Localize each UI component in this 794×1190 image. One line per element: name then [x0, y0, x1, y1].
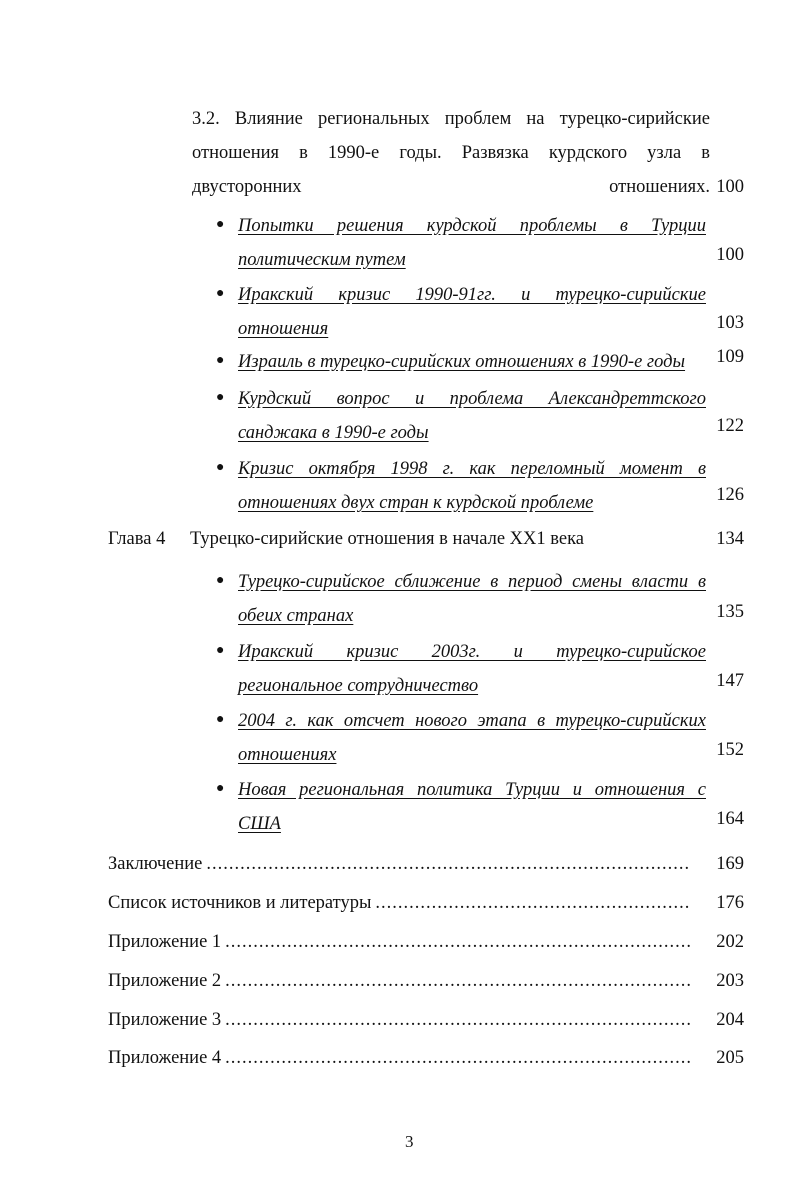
subitem-line-2: обеих странах	[238, 606, 354, 626]
dot-leader	[225, 1046, 690, 1070]
subitem-line-2: отношения	[238, 319, 329, 339]
toc-entry-page: 202	[716, 932, 744, 952]
bullet-icon: ●	[216, 781, 225, 796]
subitem-line-2: политическим путем	[238, 250, 406, 270]
section-3-2-line-2: отношения в 1990-е годы. Развязка курдского узла в	[192, 143, 710, 163]
bullet-icon: ●	[216, 390, 225, 405]
subitem-line-2: отношениях двух стран к курдской проблеме	[238, 493, 594, 513]
subitem-line-1: Попытки решения курдской проблемы в Турции	[238, 216, 706, 236]
toc-entry-appendix-1[interactable]	[108, 930, 690, 954]
bullet-icon: ●	[216, 460, 225, 475]
chapter-4-label: Глава 4	[108, 529, 166, 549]
dot-leader	[225, 969, 690, 993]
subitem-line-1: Иракский кризис 2003г. и турецко-сирийское	[238, 642, 706, 662]
dot-leader	[375, 891, 690, 915]
subitem-line-2: региональное сотрудничество	[238, 676, 479, 696]
subitem-line-2: санджака в 1990-е годы	[238, 423, 429, 443]
subitem-line-1: Израиль в турецко-сирийских отношениях в 1990-е годы	[238, 352, 686, 372]
toc-entry-appendix-2[interactable]	[108, 969, 690, 993]
toc-entry-label: Список источников и литературы	[108, 893, 372, 913]
subitem-page: 164	[716, 809, 744, 829]
bullet-icon: ●	[216, 712, 225, 727]
toc-entry-label: Приложение 1	[108, 932, 222, 952]
subitem-page: 100	[716, 245, 744, 265]
toc-entry-page: 205	[716, 1048, 744, 1068]
toc-entry-label: Приложение 4	[108, 1048, 222, 1068]
section-3-2-page: 100	[716, 177, 744, 197]
subitem-page: 126	[716, 485, 744, 505]
subitem-line-1: Новая региональная политика Турции и отношения с	[238, 780, 706, 800]
section-3-2-line-3: двусторонних отношениях.	[192, 177, 710, 197]
subitem-page: 152	[716, 740, 744, 760]
subitem-line-1: Курдский вопрос и проблема Александреттского	[238, 389, 706, 409]
subitem-line-2: отношениях	[238, 745, 337, 765]
toc-entry-label: Заключение	[108, 854, 203, 874]
bullet-icon: ●	[216, 286, 225, 301]
toc-entry-conclusion[interactable]	[108, 852, 690, 876]
subitem-page: 135	[716, 602, 744, 622]
dot-leader	[225, 930, 690, 954]
bullet-icon: ●	[216, 353, 225, 368]
dot-leader	[225, 1008, 690, 1032]
toc-entry-appendix-3[interactable]	[108, 1008, 690, 1032]
subitem-page: 103	[716, 313, 744, 333]
section-3-2-heading	[192, 102, 710, 204]
toc-entry-sources[interactable]	[108, 891, 690, 915]
bullet-icon: ●	[216, 217, 225, 232]
bullet-icon: ●	[216, 643, 225, 658]
subitem-page: 147	[716, 671, 744, 691]
toc-entry-label: Приложение 2	[108, 971, 222, 991]
subitem-line-1: Турецко-сирийское сближение в период смены власти в	[238, 572, 706, 592]
page-number: 3	[405, 1132, 414, 1151]
toc-entry-page: 176	[716, 893, 744, 913]
toc-entry-page: 203	[716, 971, 744, 991]
subitem-line-1: Иракский кризис 1990-91гг. и турецко-сирийские	[238, 285, 706, 305]
toc-entry-page: 169	[716, 854, 744, 874]
toc-entry-page: 204	[716, 1010, 744, 1030]
subitem-line-1: Кризис октября 1998 г. как переломный момент в	[238, 459, 706, 479]
chapter-4-page: 134	[716, 529, 744, 549]
subitem-page: 109	[716, 347, 744, 367]
bullet-icon: ●	[216, 573, 225, 588]
subitem-line-2: США	[238, 814, 281, 834]
subitem-page: 122	[716, 416, 744, 436]
subitem-line-1: 2004 г. как отсчет нового этапа в турецко-сирийских	[238, 711, 706, 731]
toc-entry-appendix-4[interactable]	[108, 1046, 690, 1070]
dot-leader	[206, 852, 690, 876]
section-3-2-line-1: 3.2. Влияние региональных проблем на турецко-сирийские	[192, 109, 710, 129]
chapter-4-title[interactable]: Турецко-сирийские отношения в начале ХХ1 века	[190, 529, 585, 549]
toc-entry-label: Приложение 3	[108, 1010, 222, 1030]
